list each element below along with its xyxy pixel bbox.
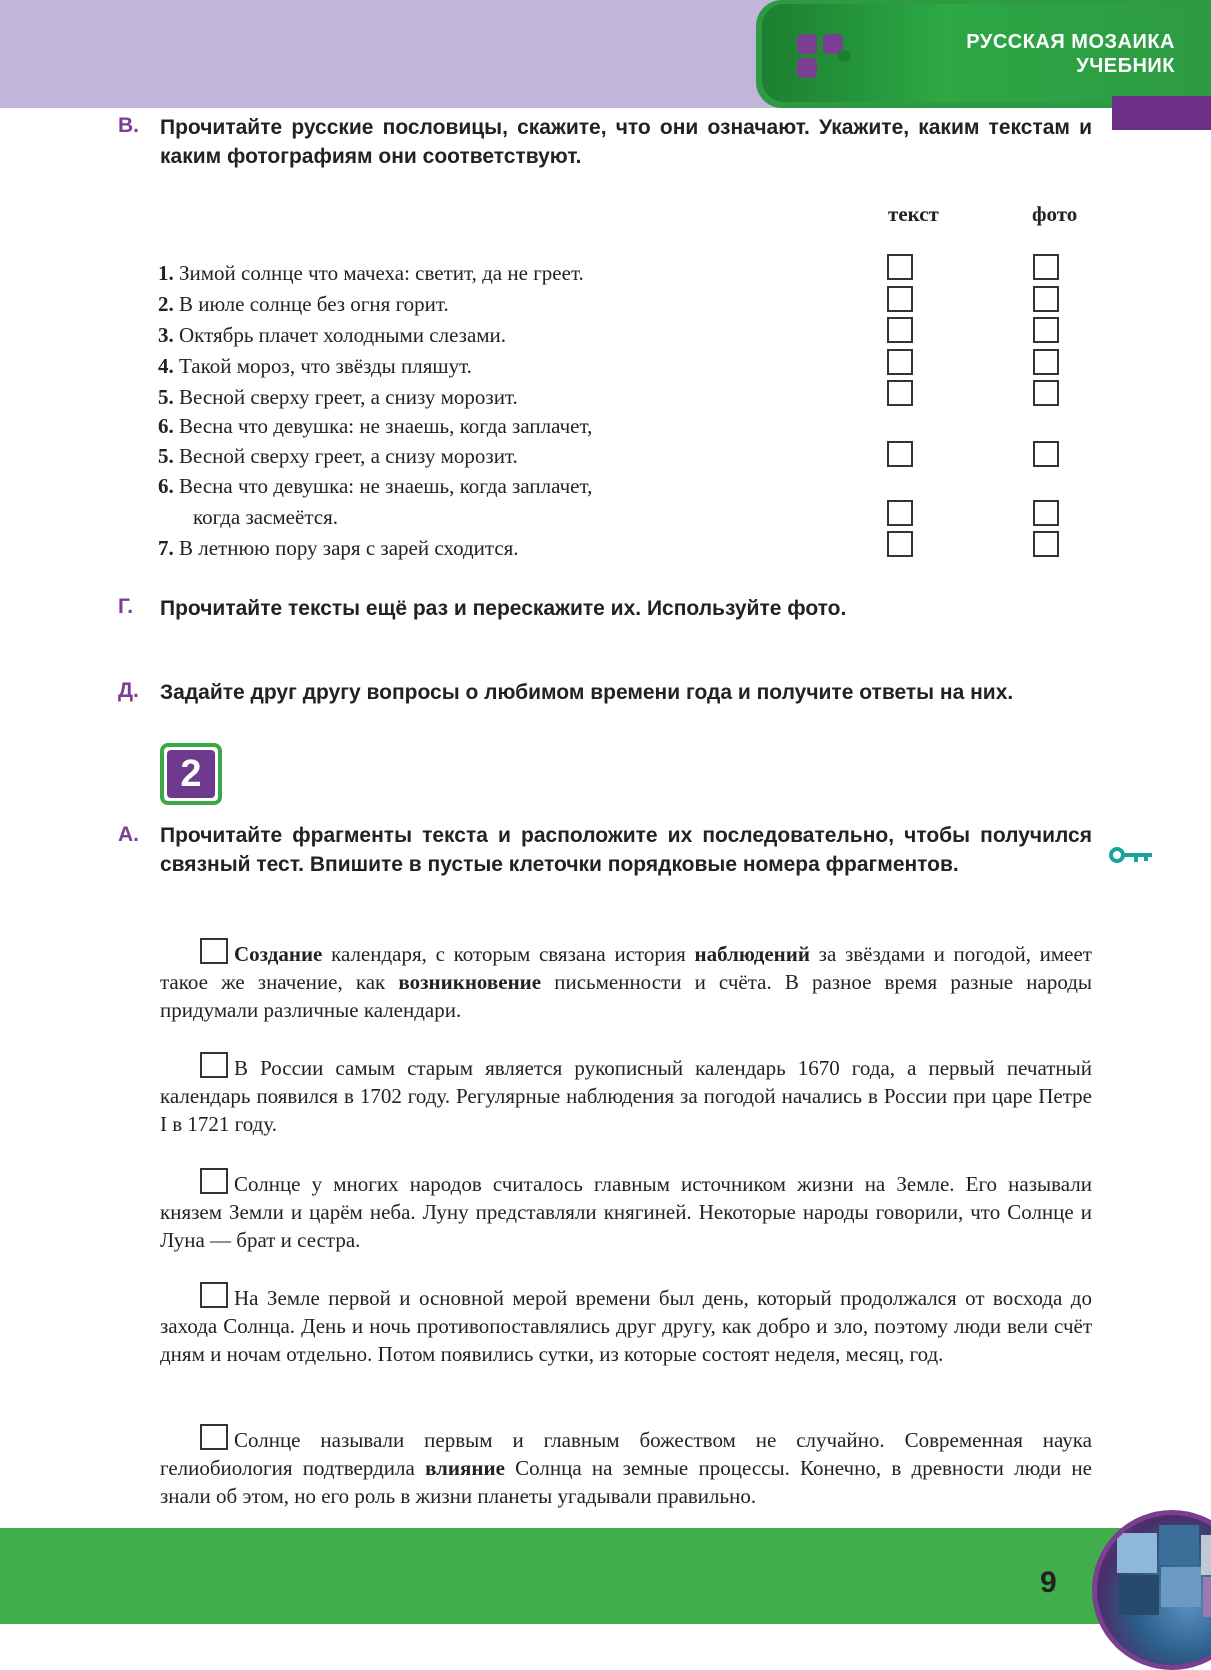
- proverb-line: 5. Весной сверху греет, а снизу морозит.: [158, 385, 518, 409]
- proverb-line: 1. Зимой солнце что мачеха: светит, да не греет.: [158, 261, 584, 285]
- checkbox-photo[interactable]: [1033, 317, 1059, 343]
- section-letter-a: А.: [118, 823, 139, 846]
- text-fragment: Создание календаря, с которым связана история наблюдений за звёздами и погодой, имеет такое же значение, как возникновение письменности и счёта. В разное время разные народы придумали различные календари.: [160, 938, 1092, 1024]
- section-letter-d: Д.: [118, 679, 139, 702]
- proverb-line: когда засмеётся.: [193, 505, 338, 529]
- section-v-instruction: Прочитайте русские пословицы, скажите, что они означают. Укажите, каким текстам и каким фотографиям они соответствуют.: [160, 116, 1092, 168]
- proverb-line: 6. Весна что девушка: не знаешь, когда заплачет,: [158, 414, 593, 438]
- text-fragment: Солнце у многих народов считалось главным источником жизни на Земле. Его называли князем Земли и царём неба. Луну представляли княгиней. Некоторые народы говорили, что Солнце и Луна — брат и сестра.: [160, 1168, 1092, 1254]
- section-g-instruction: Прочитайте тексты ещё раз и перескажите их. Используйте фото.: [160, 597, 847, 620]
- header-tab: [1112, 96, 1211, 130]
- footer-bar: [0, 1528, 1211, 1624]
- order-box[interactable]: [200, 1424, 228, 1450]
- brand-line-1: РУССКАЯ МОЗАИКА: [966, 31, 1175, 53]
- proverb-line: 5. Весной сверху греет, а снизу морозит.: [158, 444, 518, 468]
- section-letter-v: В.: [118, 114, 139, 137]
- checkbox-text[interactable]: [887, 500, 913, 526]
- brand-line-2: УЧЕБНИК: [1076, 55, 1175, 77]
- order-box[interactable]: [200, 938, 228, 964]
- checkbox-photo[interactable]: [1033, 441, 1059, 467]
- brand-title: [966, 30, 1175, 78]
- key-icon: [1108, 844, 1154, 866]
- checkbox-text[interactable]: [887, 317, 913, 343]
- checkbox-photo[interactable]: [1033, 531, 1059, 557]
- proverb-line: 2. В июле солнце без огня горит.: [158, 292, 449, 316]
- checkbox-text[interactable]: [887, 531, 913, 557]
- order-box[interactable]: [200, 1052, 228, 1078]
- page-number: 9: [1040, 1566, 1057, 1599]
- column-header-text: текст: [888, 202, 939, 226]
- proverb-line: 6. Весна что девушка: не знаешь, когда заплачет,: [158, 474, 593, 498]
- order-box[interactable]: [200, 1168, 228, 1194]
- column-header-photo: фото: [1032, 202, 1078, 226]
- proverb-line: 3. Октябрь плачет холодными слезами.: [158, 323, 507, 347]
- checkbox-photo[interactable]: [1033, 349, 1059, 375]
- order-box[interactable]: [200, 1282, 228, 1308]
- exercise-number: 2: [167, 750, 215, 798]
- text-fragment: В России самым старым является рукописный календарь 1670 года, а первый печатный календарь появился в 1702 году. Регулярные наблюдения за погодой начались в России при царе Петре I в 1721 году.: [160, 1052, 1092, 1138]
- checkbox-photo[interactable]: [1033, 380, 1059, 406]
- checkbox-text[interactable]: [887, 254, 913, 280]
- text-fragment: На Земле первой и основной мерой времени был день, который продолжался от восхода до захода Солнца. День и ночь противопоставлялись друг другу, как добро и зло, поэтому люди вели счёт дням и ночам отдельно. Потом появились сутки, из которые состоят неделя, месяц, год.: [160, 1282, 1092, 1368]
- checkbox-text[interactable]: [887, 380, 913, 406]
- section-d-instruction: Задайте друг другу вопросы о любимом времени года и получите ответы на них.: [160, 681, 1014, 704]
- text-fragment: Солнце называли первым и главным божеством не случайно. Современная наука гелиобиология подтвердила влияние Солнца на земные процессы. Конечно, в древности люди не знали об этом, но его роль в жизни планеты угадывали правильно.: [160, 1424, 1092, 1510]
- checkbox-photo[interactable]: [1033, 286, 1059, 312]
- proverb-line: 4. Такой мороз, что звёзды пляшут.: [158, 354, 472, 378]
- checkbox-text[interactable]: [887, 349, 913, 375]
- exercise-number-badge: [160, 743, 222, 805]
- checkbox-text[interactable]: [887, 286, 913, 312]
- checkbox-text[interactable]: [887, 441, 913, 467]
- section-letter-g: Г.: [118, 595, 134, 618]
- checkbox-photo[interactable]: [1033, 500, 1059, 526]
- checkbox-photo[interactable]: [1033, 254, 1059, 280]
- proverb-line: 7. В летнюю пору заря с зарей сходится.: [158, 536, 519, 560]
- section-a-instruction: Прочитайте фрагменты текста и расположите их последовательно, чтобы получился связный тест. Впишите в пустые клеточки порядковые номера фрагментов.: [160, 824, 1092, 876]
